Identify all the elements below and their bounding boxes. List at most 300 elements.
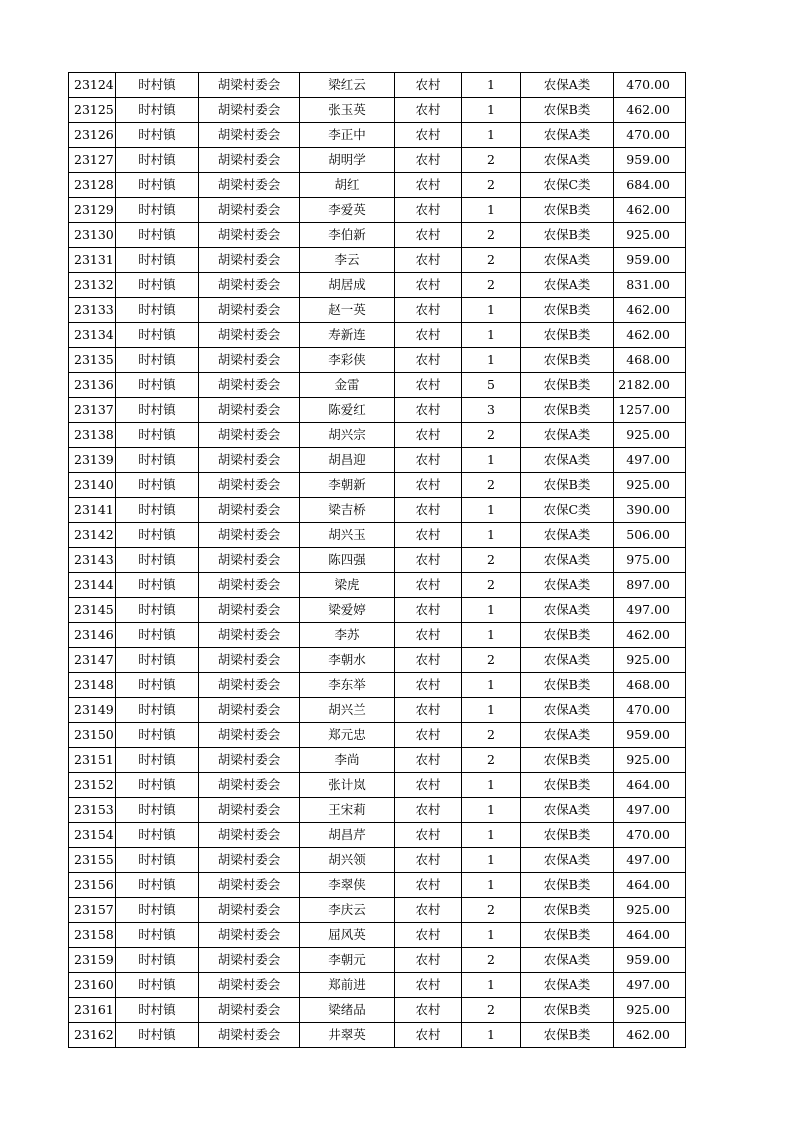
village-committee-cell: 胡梁村委会 bbox=[199, 623, 300, 648]
household-size-cell: 1 bbox=[462, 498, 521, 523]
insurance-class-cell: 农保B类 bbox=[521, 223, 614, 248]
amount-cell: 462.00 bbox=[614, 623, 686, 648]
area-type-cell: 农村 bbox=[395, 773, 462, 798]
household-size-cell: 2 bbox=[462, 648, 521, 673]
insurance-class-cell: 农保B类 bbox=[521, 773, 614, 798]
town-cell: 时村镇 bbox=[116, 498, 199, 523]
amount-cell: 464.00 bbox=[614, 773, 686, 798]
area-type-cell: 农村 bbox=[395, 298, 462, 323]
record-id-cell: 23134 bbox=[69, 323, 116, 348]
roster-body bbox=[69, 73, 686, 1048]
person-name-cell: 郑前进 bbox=[300, 973, 395, 998]
household-size-cell: 2 bbox=[462, 473, 521, 498]
village-committee-cell: 胡梁村委会 bbox=[199, 248, 300, 273]
person-name-cell: 胡兴兰 bbox=[300, 698, 395, 723]
area-type-cell: 农村 bbox=[395, 548, 462, 573]
insurance-class-cell: 农保A类 bbox=[521, 573, 614, 598]
table-row bbox=[69, 1023, 686, 1048]
insurance-class-cell: 农保B类 bbox=[521, 323, 614, 348]
town-cell: 时村镇 bbox=[116, 173, 199, 198]
table-row bbox=[69, 123, 686, 148]
area-type-cell: 农村 bbox=[395, 198, 462, 223]
table-row bbox=[69, 998, 686, 1023]
household-size-cell: 2 bbox=[462, 723, 521, 748]
table-row bbox=[69, 298, 686, 323]
record-id-cell: 23137 bbox=[69, 398, 116, 423]
record-id-cell: 23157 bbox=[69, 898, 116, 923]
amount-cell: 464.00 bbox=[614, 923, 686, 948]
amount-cell: 497.00 bbox=[614, 598, 686, 623]
record-id-cell: 23124 bbox=[69, 73, 116, 98]
amount-cell: 925.00 bbox=[614, 473, 686, 498]
person-name-cell: 胡昌芹 bbox=[300, 823, 395, 848]
village-committee-cell: 胡梁村委会 bbox=[199, 548, 300, 573]
household-size-cell: 1 bbox=[462, 73, 521, 98]
amount-cell: 468.00 bbox=[614, 348, 686, 373]
town-cell: 时村镇 bbox=[116, 323, 199, 348]
village-committee-cell: 胡梁村委会 bbox=[199, 348, 300, 373]
household-size-cell: 1 bbox=[462, 848, 521, 873]
town-cell: 时村镇 bbox=[116, 648, 199, 673]
village-committee-cell: 胡梁村委会 bbox=[199, 98, 300, 123]
table-row bbox=[69, 98, 686, 123]
person-name-cell: 胡昌迎 bbox=[300, 448, 395, 473]
record-id-cell: 23158 bbox=[69, 923, 116, 948]
amount-cell: 470.00 bbox=[614, 73, 686, 98]
insurance-class-cell: 农保A类 bbox=[521, 598, 614, 623]
town-cell: 时村镇 bbox=[116, 298, 199, 323]
table-row bbox=[69, 573, 686, 598]
village-committee-cell: 胡梁村委会 bbox=[199, 823, 300, 848]
town-cell: 时村镇 bbox=[116, 923, 199, 948]
town-cell: 时村镇 bbox=[116, 898, 199, 923]
amount-cell: 925.00 bbox=[614, 648, 686, 673]
area-type-cell: 农村 bbox=[395, 373, 462, 398]
person-name-cell: 李尚 bbox=[300, 748, 395, 773]
amount-cell: 959.00 bbox=[614, 148, 686, 173]
record-id-cell: 23149 bbox=[69, 698, 116, 723]
amount-cell: 959.00 bbox=[614, 248, 686, 273]
amount-cell: 464.00 bbox=[614, 873, 686, 898]
record-id-cell: 23162 bbox=[69, 1023, 116, 1048]
household-size-cell: 1 bbox=[462, 98, 521, 123]
area-type-cell: 农村 bbox=[395, 398, 462, 423]
table-row bbox=[69, 698, 686, 723]
insurance-class-cell: 农保A类 bbox=[521, 548, 614, 573]
area-type-cell: 农村 bbox=[395, 623, 462, 648]
person-name-cell: 李朝水 bbox=[300, 648, 395, 673]
person-name-cell: 梁虎 bbox=[300, 573, 395, 598]
insurance-class-cell: 农保B类 bbox=[521, 748, 614, 773]
person-name-cell: 井翠英 bbox=[300, 1023, 395, 1048]
insurance-class-cell: 农保B类 bbox=[521, 98, 614, 123]
amount-cell: 925.00 bbox=[614, 898, 686, 923]
town-cell: 时村镇 bbox=[116, 98, 199, 123]
household-size-cell: 2 bbox=[462, 998, 521, 1023]
table-row bbox=[69, 173, 686, 198]
record-id-cell: 23136 bbox=[69, 373, 116, 398]
insurance-class-cell: 农保A类 bbox=[521, 798, 614, 823]
insurance-class-cell: 农保B类 bbox=[521, 348, 614, 373]
insurance-class-cell: 农保A类 bbox=[521, 73, 614, 98]
town-cell: 时村镇 bbox=[116, 573, 199, 598]
person-name-cell: 李爱英 bbox=[300, 198, 395, 223]
area-type-cell: 农村 bbox=[395, 948, 462, 973]
insurance-class-cell: 农保B类 bbox=[521, 473, 614, 498]
person-name-cell: 李正中 bbox=[300, 123, 395, 148]
area-type-cell: 农村 bbox=[395, 898, 462, 923]
table-row bbox=[69, 473, 686, 498]
table-row bbox=[69, 948, 686, 973]
area-type-cell: 农村 bbox=[395, 523, 462, 548]
person-name-cell: 屈风英 bbox=[300, 923, 395, 948]
area-type-cell: 农村 bbox=[395, 823, 462, 848]
town-cell: 时村镇 bbox=[116, 73, 199, 98]
person-name-cell: 梁吉桥 bbox=[300, 498, 395, 523]
town-cell: 时村镇 bbox=[116, 823, 199, 848]
area-type-cell: 农村 bbox=[395, 998, 462, 1023]
village-committee-cell: 胡梁村委会 bbox=[199, 573, 300, 598]
person-name-cell: 李云 bbox=[300, 248, 395, 273]
insurance-class-cell: 农保A类 bbox=[521, 123, 614, 148]
household-size-cell: 2 bbox=[462, 148, 521, 173]
table-row bbox=[69, 323, 686, 348]
table-row bbox=[69, 548, 686, 573]
household-size-cell: 2 bbox=[462, 173, 521, 198]
household-size-cell: 1 bbox=[462, 1023, 521, 1048]
town-cell: 时村镇 bbox=[116, 148, 199, 173]
area-type-cell: 农村 bbox=[395, 848, 462, 873]
village-committee-cell: 胡梁村委会 bbox=[199, 473, 300, 498]
household-size-cell: 2 bbox=[462, 248, 521, 273]
person-name-cell: 金雷 bbox=[300, 373, 395, 398]
town-cell: 时村镇 bbox=[116, 1023, 199, 1048]
household-size-cell: 1 bbox=[462, 198, 521, 223]
household-size-cell: 1 bbox=[462, 673, 521, 698]
record-id-cell: 23125 bbox=[69, 98, 116, 123]
insurance-class-cell: 农保C类 bbox=[521, 498, 614, 523]
area-type-cell: 农村 bbox=[395, 1023, 462, 1048]
insurance-class-cell: 农保A类 bbox=[521, 423, 614, 448]
record-id-cell: 23131 bbox=[69, 248, 116, 273]
town-cell: 时村镇 bbox=[116, 398, 199, 423]
person-name-cell: 梁绪品 bbox=[300, 998, 395, 1023]
village-committee-cell: 胡梁村委会 bbox=[199, 148, 300, 173]
insurance-class-cell: 农保B类 bbox=[521, 923, 614, 948]
amount-cell: 925.00 bbox=[614, 423, 686, 448]
amount-cell: 959.00 bbox=[614, 723, 686, 748]
record-id-cell: 23153 bbox=[69, 798, 116, 823]
amount-cell: 1257.00 bbox=[614, 398, 686, 423]
person-name-cell: 李东举 bbox=[300, 673, 395, 698]
village-committee-cell: 胡梁村委会 bbox=[199, 948, 300, 973]
record-id-cell: 23146 bbox=[69, 623, 116, 648]
amount-cell: 470.00 bbox=[614, 823, 686, 848]
village-committee-cell: 胡梁村委会 bbox=[199, 873, 300, 898]
amount-cell: 462.00 bbox=[614, 323, 686, 348]
area-type-cell: 农村 bbox=[395, 873, 462, 898]
household-size-cell: 1 bbox=[462, 298, 521, 323]
insurance-class-cell: 农保B类 bbox=[521, 998, 614, 1023]
amount-cell: 468.00 bbox=[614, 673, 686, 698]
amount-cell: 925.00 bbox=[614, 223, 686, 248]
town-cell: 时村镇 bbox=[116, 123, 199, 148]
person-name-cell: 李苏 bbox=[300, 623, 395, 648]
table-row bbox=[69, 723, 686, 748]
person-name-cell: 郑元忠 bbox=[300, 723, 395, 748]
area-type-cell: 农村 bbox=[395, 73, 462, 98]
town-cell: 时村镇 bbox=[116, 698, 199, 723]
area-type-cell: 农村 bbox=[395, 248, 462, 273]
village-committee-cell: 胡梁村委会 bbox=[199, 298, 300, 323]
insurance-class-cell: 农保C类 bbox=[521, 173, 614, 198]
table-row bbox=[69, 923, 686, 948]
area-type-cell: 农村 bbox=[395, 98, 462, 123]
town-cell: 时村镇 bbox=[116, 373, 199, 398]
area-type-cell: 农村 bbox=[395, 648, 462, 673]
insurance-class-cell: 农保B类 bbox=[521, 623, 614, 648]
person-name-cell: 王宋莉 bbox=[300, 798, 395, 823]
town-cell: 时村镇 bbox=[116, 198, 199, 223]
table-row bbox=[69, 798, 686, 823]
amount-cell: 2182.00 bbox=[614, 373, 686, 398]
amount-cell: 462.00 bbox=[614, 198, 686, 223]
amount-cell: 959.00 bbox=[614, 948, 686, 973]
person-name-cell: 胡兴领 bbox=[300, 848, 395, 873]
record-id-cell: 23148 bbox=[69, 673, 116, 698]
record-id-cell: 23127 bbox=[69, 148, 116, 173]
table-row bbox=[69, 673, 686, 698]
village-committee-cell: 胡梁村委会 bbox=[199, 798, 300, 823]
insurance-class-cell: 农保A类 bbox=[521, 848, 614, 873]
household-size-cell: 1 bbox=[462, 598, 521, 623]
table-row bbox=[69, 448, 686, 473]
household-size-cell: 1 bbox=[462, 348, 521, 373]
table-row bbox=[69, 598, 686, 623]
table-row bbox=[69, 873, 686, 898]
village-committee-cell: 胡梁村委会 bbox=[199, 648, 300, 673]
area-type-cell: 农村 bbox=[395, 798, 462, 823]
area-type-cell: 农村 bbox=[395, 748, 462, 773]
table-row bbox=[69, 398, 686, 423]
table-row bbox=[69, 273, 686, 298]
person-name-cell: 李庆云 bbox=[300, 898, 395, 923]
amount-cell: 470.00 bbox=[614, 123, 686, 148]
town-cell: 时村镇 bbox=[116, 798, 199, 823]
person-name-cell: 李彩侠 bbox=[300, 348, 395, 373]
table-row bbox=[69, 348, 686, 373]
table-row bbox=[69, 248, 686, 273]
area-type-cell: 农村 bbox=[395, 273, 462, 298]
village-committee-cell: 胡梁村委会 bbox=[199, 273, 300, 298]
record-id-cell: 23147 bbox=[69, 648, 116, 673]
insurance-class-cell: 农保B类 bbox=[521, 873, 614, 898]
person-name-cell: 陈爱红 bbox=[300, 398, 395, 423]
household-size-cell: 2 bbox=[462, 948, 521, 973]
record-id-cell: 23141 bbox=[69, 498, 116, 523]
village-committee-cell: 胡梁村委会 bbox=[199, 173, 300, 198]
table-row bbox=[69, 198, 686, 223]
town-cell: 时村镇 bbox=[116, 348, 199, 373]
insurance-class-cell: 农保A类 bbox=[521, 273, 614, 298]
person-name-cell: 李朝新 bbox=[300, 473, 395, 498]
insurance-class-cell: 农保B类 bbox=[521, 298, 614, 323]
household-size-cell: 2 bbox=[462, 273, 521, 298]
record-id-cell: 23161 bbox=[69, 998, 116, 1023]
village-committee-cell: 胡梁村委会 bbox=[199, 923, 300, 948]
household-size-cell: 1 bbox=[462, 323, 521, 348]
insurance-class-cell: 农保A类 bbox=[521, 948, 614, 973]
person-name-cell: 胡兴宗 bbox=[300, 423, 395, 448]
household-size-cell: 2 bbox=[462, 748, 521, 773]
village-committee-cell: 胡梁村委会 bbox=[199, 423, 300, 448]
town-cell: 时村镇 bbox=[116, 448, 199, 473]
town-cell: 时村镇 bbox=[116, 248, 199, 273]
record-id-cell: 23159 bbox=[69, 948, 116, 973]
household-size-cell: 1 bbox=[462, 923, 521, 948]
person-name-cell: 陈四强 bbox=[300, 548, 395, 573]
area-type-cell: 农村 bbox=[395, 348, 462, 373]
village-committee-cell: 胡梁村委会 bbox=[199, 223, 300, 248]
area-type-cell: 农村 bbox=[395, 498, 462, 523]
village-committee-cell: 胡梁村委会 bbox=[199, 998, 300, 1023]
table-row bbox=[69, 373, 686, 398]
insurance-class-cell: 农保B类 bbox=[521, 373, 614, 398]
amount-cell: 925.00 bbox=[614, 748, 686, 773]
household-size-cell: 1 bbox=[462, 523, 521, 548]
town-cell: 时村镇 bbox=[116, 873, 199, 898]
town-cell: 时村镇 bbox=[116, 948, 199, 973]
area-type-cell: 农村 bbox=[395, 673, 462, 698]
village-committee-cell: 胡梁村委会 bbox=[199, 498, 300, 523]
amount-cell: 462.00 bbox=[614, 1023, 686, 1048]
amount-cell: 470.00 bbox=[614, 698, 686, 723]
table-row bbox=[69, 523, 686, 548]
town-cell: 时村镇 bbox=[116, 548, 199, 573]
record-id-cell: 23151 bbox=[69, 748, 116, 773]
amount-cell: 506.00 bbox=[614, 523, 686, 548]
person-name-cell: 张玉英 bbox=[300, 98, 395, 123]
amount-cell: 897.00 bbox=[614, 573, 686, 598]
amount-cell: 925.00 bbox=[614, 998, 686, 1023]
record-id-cell: 23139 bbox=[69, 448, 116, 473]
amount-cell: 831.00 bbox=[614, 273, 686, 298]
village-committee-cell: 胡梁村委会 bbox=[199, 698, 300, 723]
village-committee-cell: 胡梁村委会 bbox=[199, 773, 300, 798]
person-name-cell: 李翠侠 bbox=[300, 873, 395, 898]
table-row bbox=[69, 148, 686, 173]
village-committee-cell: 胡梁村委会 bbox=[199, 73, 300, 98]
household-size-cell: 1 bbox=[462, 798, 521, 823]
area-type-cell: 农村 bbox=[395, 423, 462, 448]
town-cell: 时村镇 bbox=[116, 273, 199, 298]
insurance-class-cell: 农保A类 bbox=[521, 973, 614, 998]
household-size-cell: 1 bbox=[462, 773, 521, 798]
person-name-cell: 胡红 bbox=[300, 173, 395, 198]
insurance-class-cell: 农保B类 bbox=[521, 898, 614, 923]
record-id-cell: 23130 bbox=[69, 223, 116, 248]
household-size-cell: 2 bbox=[462, 573, 521, 598]
village-committee-cell: 胡梁村委会 bbox=[199, 723, 300, 748]
town-cell: 时村镇 bbox=[116, 973, 199, 998]
household-size-cell: 5 bbox=[462, 373, 521, 398]
amount-cell: 390.00 bbox=[614, 498, 686, 523]
household-size-cell: 3 bbox=[462, 398, 521, 423]
roster-table bbox=[68, 72, 686, 1048]
village-committee-cell: 胡梁村委会 bbox=[199, 323, 300, 348]
area-type-cell: 农村 bbox=[395, 598, 462, 623]
area-type-cell: 农村 bbox=[395, 123, 462, 148]
person-name-cell: 梁爱婷 bbox=[300, 598, 395, 623]
record-id-cell: 23138 bbox=[69, 423, 116, 448]
table-row bbox=[69, 973, 686, 998]
record-id-cell: 23154 bbox=[69, 823, 116, 848]
town-cell: 时村镇 bbox=[116, 523, 199, 548]
record-id-cell: 23132 bbox=[69, 273, 116, 298]
insurance-class-cell: 农保A类 bbox=[521, 248, 614, 273]
village-committee-cell: 胡梁村委会 bbox=[199, 398, 300, 423]
insurance-class-cell: 农保A类 bbox=[521, 448, 614, 473]
record-id-cell: 23152 bbox=[69, 773, 116, 798]
household-size-cell: 2 bbox=[462, 423, 521, 448]
table-row bbox=[69, 848, 686, 873]
amount-cell: 462.00 bbox=[614, 298, 686, 323]
record-id-cell: 23155 bbox=[69, 848, 116, 873]
household-size-cell: 1 bbox=[462, 823, 521, 848]
household-size-cell: 2 bbox=[462, 223, 521, 248]
household-size-cell: 2 bbox=[462, 898, 521, 923]
person-name-cell: 胡兴玉 bbox=[300, 523, 395, 548]
village-committee-cell: 胡梁村委会 bbox=[199, 373, 300, 398]
person-name-cell: 梁红云 bbox=[300, 73, 395, 98]
amount-cell: 462.00 bbox=[614, 98, 686, 123]
amount-cell: 684.00 bbox=[614, 173, 686, 198]
insurance-class-cell: 农保A类 bbox=[521, 698, 614, 723]
person-name-cell: 胡明学 bbox=[300, 148, 395, 173]
insurance-class-cell: 农保A类 bbox=[521, 723, 614, 748]
area-type-cell: 农村 bbox=[395, 973, 462, 998]
village-committee-cell: 胡梁村委会 bbox=[199, 123, 300, 148]
area-type-cell: 农村 bbox=[395, 723, 462, 748]
town-cell: 时村镇 bbox=[116, 473, 199, 498]
record-id-cell: 23145 bbox=[69, 598, 116, 623]
person-name-cell: 胡居成 bbox=[300, 273, 395, 298]
village-committee-cell: 胡梁村委会 bbox=[199, 598, 300, 623]
insurance-class-cell: 农保A类 bbox=[521, 523, 614, 548]
village-committee-cell: 胡梁村委会 bbox=[199, 898, 300, 923]
record-id-cell: 23126 bbox=[69, 123, 116, 148]
town-cell: 时村镇 bbox=[116, 723, 199, 748]
town-cell: 时村镇 bbox=[116, 773, 199, 798]
area-type-cell: 农村 bbox=[395, 473, 462, 498]
insurance-class-cell: 农保A类 bbox=[521, 648, 614, 673]
household-size-cell: 1 bbox=[462, 623, 521, 648]
record-id-cell: 23143 bbox=[69, 548, 116, 573]
amount-cell: 497.00 bbox=[614, 848, 686, 873]
record-id-cell: 23128 bbox=[69, 173, 116, 198]
table-row bbox=[69, 648, 686, 673]
area-type-cell: 农村 bbox=[395, 223, 462, 248]
village-committee-cell: 胡梁村委会 bbox=[199, 448, 300, 473]
person-name-cell: 张计岚 bbox=[300, 773, 395, 798]
insurance-class-cell: 农保B类 bbox=[521, 673, 614, 698]
record-id-cell: 23142 bbox=[69, 523, 116, 548]
record-id-cell: 23160 bbox=[69, 973, 116, 998]
record-id-cell: 23129 bbox=[69, 198, 116, 223]
table-row bbox=[69, 423, 686, 448]
amount-cell: 497.00 bbox=[614, 973, 686, 998]
village-committee-cell: 胡梁村委会 bbox=[199, 973, 300, 998]
